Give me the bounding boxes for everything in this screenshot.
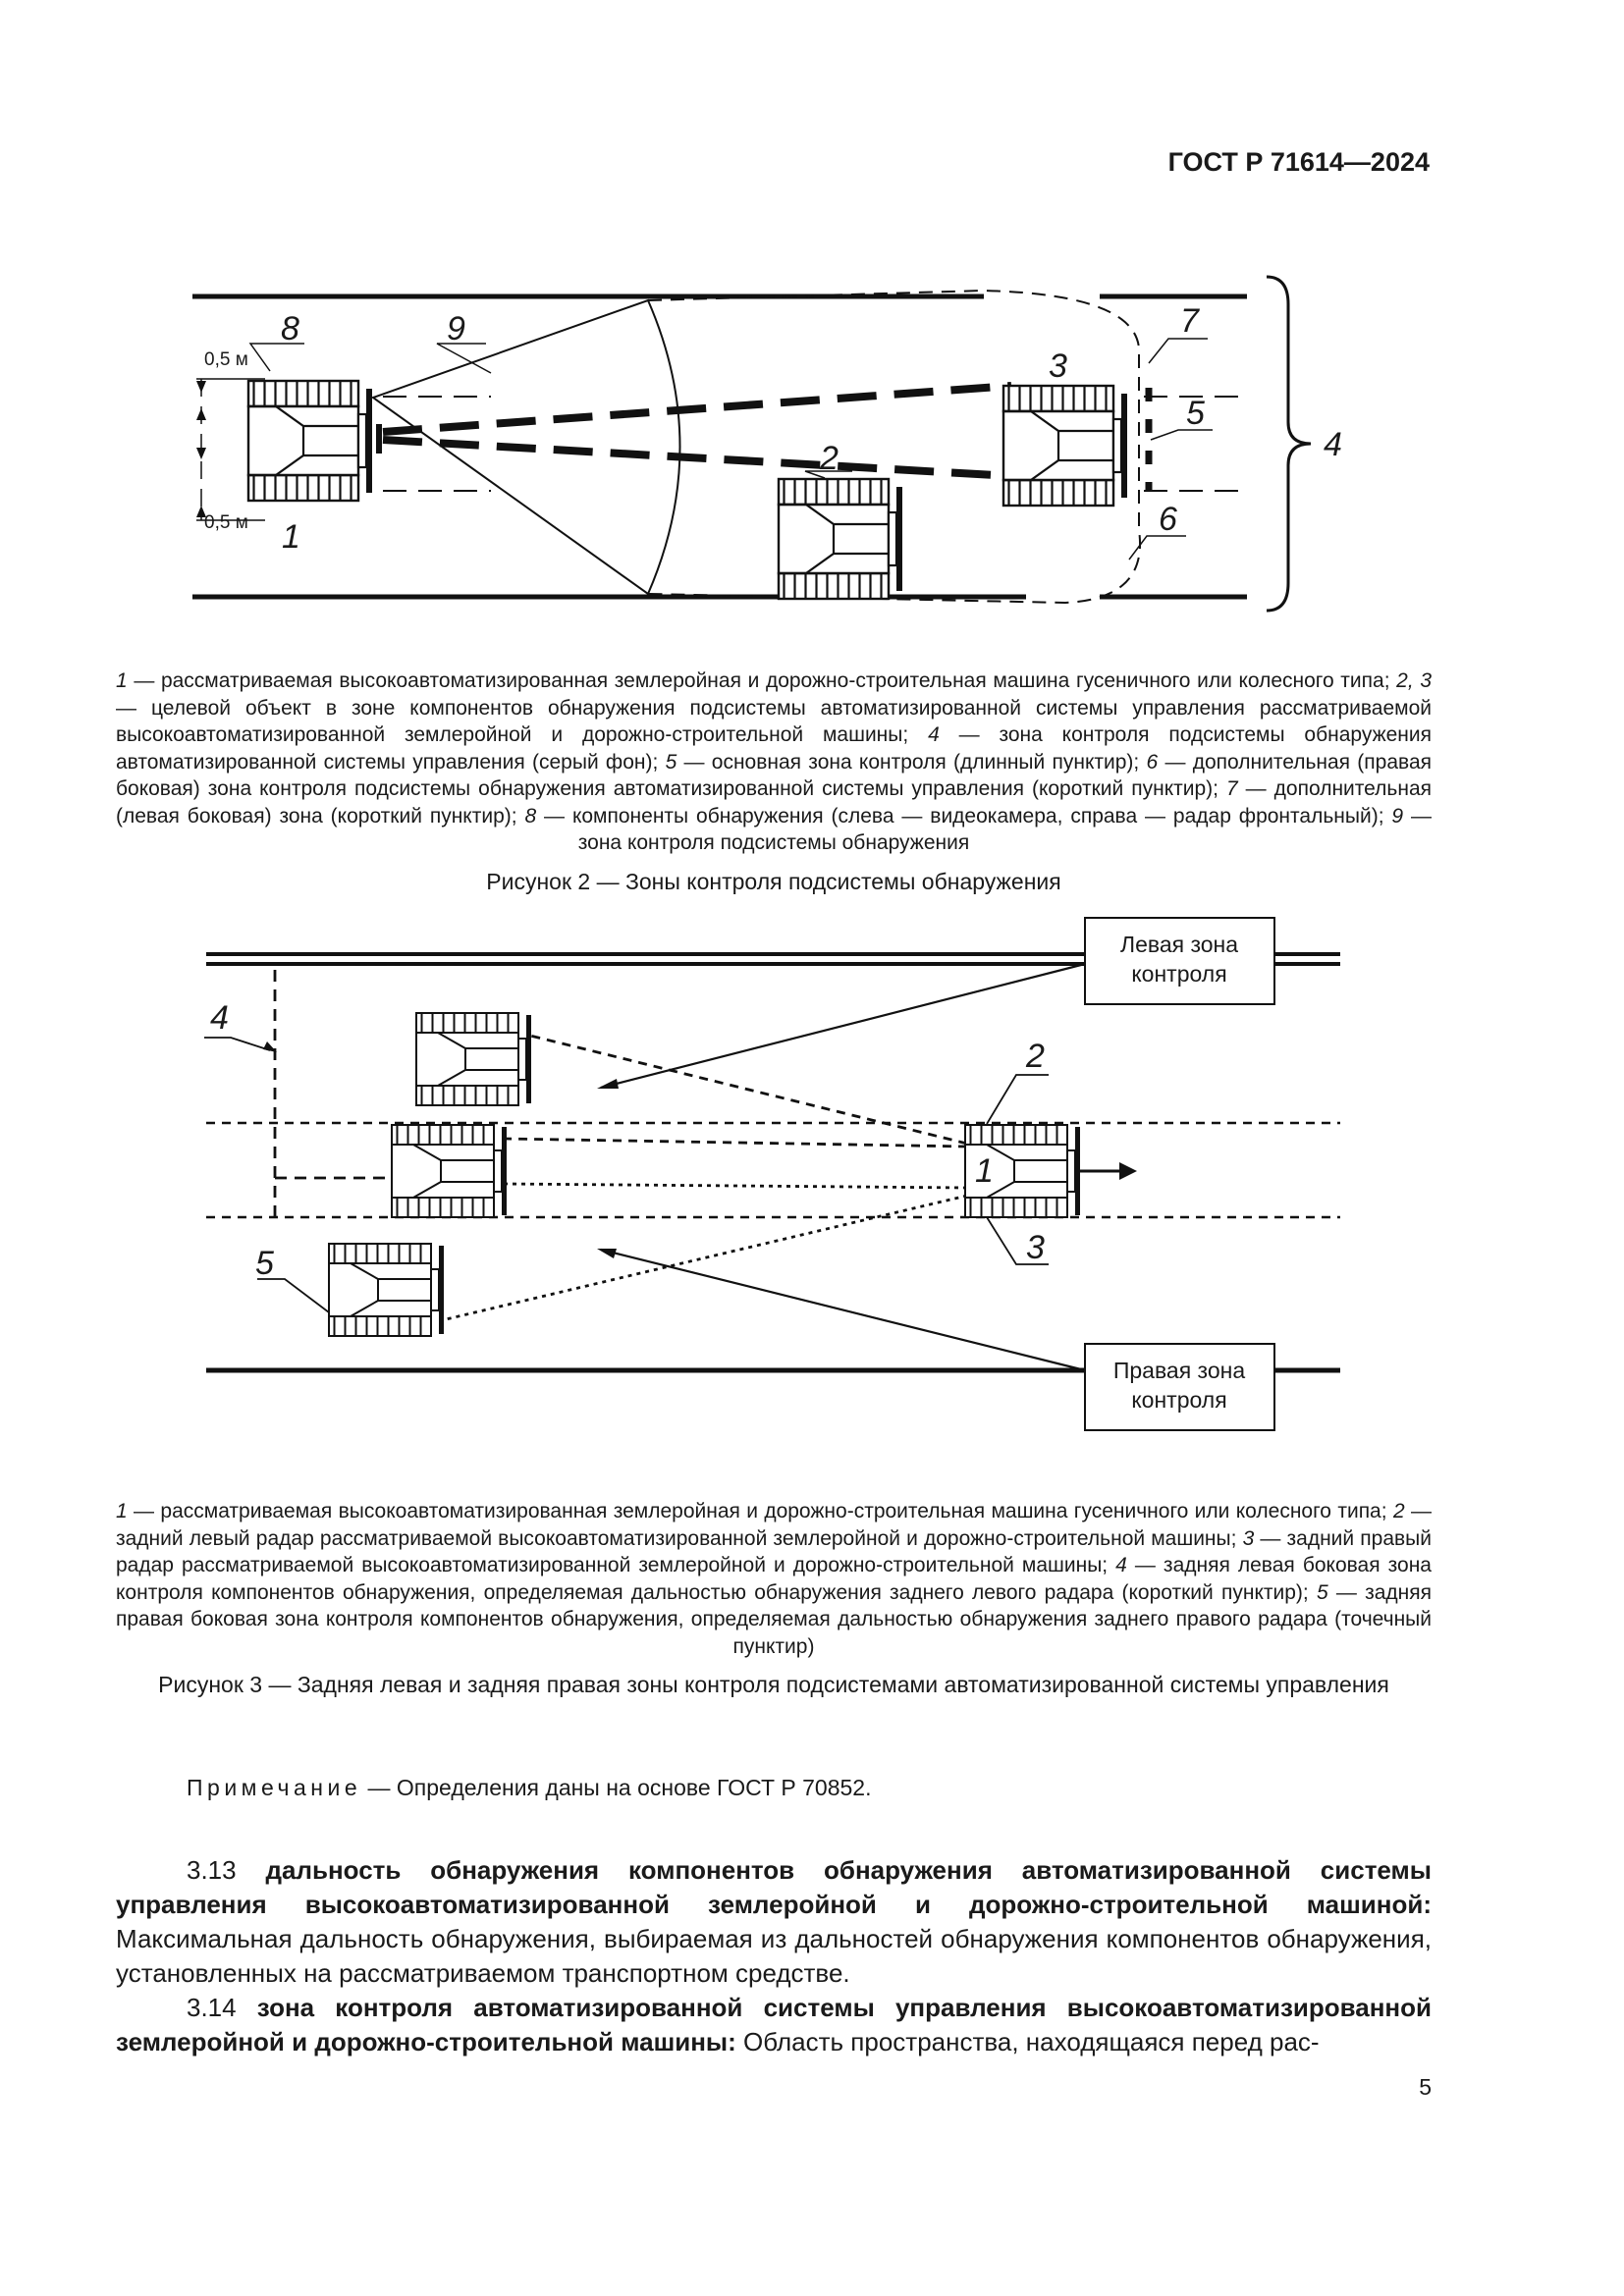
fig3-label-5: 5	[255, 1245, 274, 1282]
section-number: 3.14	[187, 1993, 237, 2022]
fig2-label-7: 7	[1180, 302, 1199, 340]
note-text: — Определения даны на основе ГОСТ Р 70852.	[361, 1775, 872, 1800]
figure-3-diagram	[0, 903, 1624, 1453]
dim-top-label: 0,5 м	[204, 349, 248, 370]
section-definition: Область пространства, находящаяся перед рас-	[743, 2027, 1320, 2056]
body-text	[116, 1853, 1432, 2059]
figure-3-legend-text: 1 — рассматриваемая высокоавтоматизированная землеройная и дорожно-строительная машина гусеничного или колесного типа; 2 — задний левый радар рассматриваемой высокоавтоматизированной землеройной и дорожно-строительной машины; 3 — задний правый радар рассматриваемой высокоавтоматизированной землеройной и дорожно-строительной машины; 4 — задняя левая боковая зона контроля компонентов обнаружения, определяемая дальностью обнаружения заднего левого радара (короткий пунктир); 5 — задняя правая боковая зона контроля компонентов обнаружения, определяемая дальностью обнаружения заднего правого радара (точечный пунктир)	[116, 1500, 1432, 1658]
fig3-label-1: 1	[975, 1152, 994, 1190]
document-code: ГОСТ Р 71614—2024	[1167, 147, 1430, 177]
section-3-14	[116, 1991, 1432, 2059]
fig2-label-4: 4	[1324, 426, 1342, 463]
left-zone-box-line1: Левая зона	[1119, 932, 1239, 957]
fig2-label-8: 8	[281, 310, 299, 347]
figure-2-caption: Рисунок 2 — Зоны контроля подсистемы обнаружения	[486, 869, 1061, 894]
fig2-label-1: 1	[282, 518, 300, 556]
note-label: Примечание	[187, 1775, 362, 1800]
target-object-3	[1003, 386, 1127, 506]
right-zone-box-line1: Правая зона	[1112, 1358, 1246, 1383]
target-object-2	[779, 479, 902, 599]
dim-bottom-label: 0,5 м	[204, 512, 248, 533]
fig3-label-4: 4	[210, 999, 229, 1037]
fig3-machine-left	[416, 1013, 531, 1105]
fig2-label-2: 2	[820, 440, 839, 477]
fig2-label-5: 5	[1186, 395, 1205, 432]
figure-2-diagram	[0, 0, 1624, 648]
section-term: зона контроля автоматизированной системы управления высокоавтоматизированной землеройной и дорожно-строительной машины:	[116, 1993, 1432, 2056]
fig2-label-6: 6	[1159, 501, 1177, 538]
figure-3-caption: Рисунок 3 — Задняя левая и задняя правая зоны контроля подсистемами автоматизированной системы управления	[158, 1672, 1389, 1697]
section-3-13	[116, 1853, 1432, 1991]
fig3-label-2: 2	[1026, 1038, 1045, 1075]
figure-3-legend	[116, 1498, 1432, 1660]
left-zone-box-line2: контроля	[1131, 961, 1227, 987]
figure-2-legend	[116, 667, 1432, 857]
fig2-label-9: 9	[447, 310, 465, 347]
section-term: дальность обнаружения компонентов обнаружения автоматизированной системы управления высокоавтоматизированной землеройной и дорожно-строительной машиной:	[116, 1855, 1432, 1919]
right-zone-box-line2: контроля	[1131, 1387, 1227, 1413]
section-definition: Максимальная дальность обнаружения, выбираемая из дальностей обнаружения компонентов обнаружения, установленных на рассматриваемом транспортном средстве.	[116, 1924, 1432, 1988]
fig3-machine-center	[392, 1125, 507, 1217]
fig3-machine-right	[329, 1244, 444, 1336]
fig2-label-3: 3	[1049, 347, 1067, 385]
section-number: 3.13	[187, 1855, 237, 1885]
note	[187, 1775, 871, 1801]
figure-2-legend-text: 1 — рассматриваемая высокоавтоматизированная землеройная и дорожно-строительная машина гусеничного или колесного типа; 2, 3 — целевой объект в зоне компонентов обнаружения подсистемы автоматизированной системы управления рассматриваемой высокоавтоматизированной землеройной и дорожно-строительной машины; 4 — зона контроля подсистемы обнаружения автоматизированной системы управления (серый фон); 5 — основная зона контроля (длинный пунктир); 6 — дополнительная (правая боковая) зона контроля подсистемы обнаружения автоматизированной системы управления (короткий пунктир); 7 — дополнительная (левая боковая) зона (короткий пунктир); 8 — компоненты обнаружения (слева — видеокамера, справа — радар фронтальный); 9 — зона контроля подсистемы обнаружения	[116, 669, 1432, 854]
fig3-label-3: 3	[1026, 1229, 1045, 1266]
page-number: 5	[1419, 2074, 1432, 2100]
machine-1	[248, 381, 372, 501]
